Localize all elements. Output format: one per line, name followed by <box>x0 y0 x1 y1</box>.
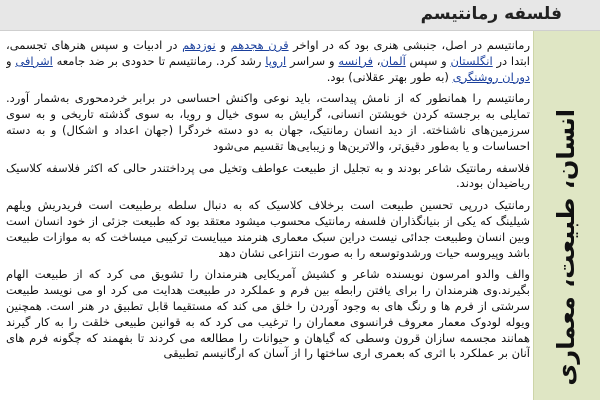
text-run: در ادبیات و سپس هنرهای تجسمی، ابتدا در <box>6 38 530 68</box>
paragraph-nature: رمانتیک دررپی تحسین طبیعت است برخلاف کلاسیک که به دنبال سلطه برطبیعت است فریدریش ویلهم شیلینگ که یکی از بنیانگذاران فلسفه رمانتیک محسوب میشود معتقد بود که طبیعت جزئی از خود انسان است وبین انسان وطبیعت جدائی نیست دراین سبک معماری هنرمند میبایست ترکیبی میساخت که به موازات طبیعت باشد وپیروسه حیات ورشدوتوسعه را به صورت انتزاعی نشان دهد <box>6 198 530 260</box>
link-enlightenment[interactable]: دوران روشنگری <box>452 69 530 84</box>
text-run: و <box>215 38 231 52</box>
article-body <box>6 38 530 400</box>
text-run: رشد کرد. رمانتیسم تا حدودی بر ضد جامعه <box>52 53 266 68</box>
link-aristocracy[interactable]: اشرافی <box>15 53 53 68</box>
link-europe[interactable]: اروپا <box>265 53 287 68</box>
link-19th-century[interactable]: نوزدهم <box>182 38 216 52</box>
text-run: و سپس <box>405 53 451 68</box>
text-run: و <box>6 53 16 68</box>
link-germany[interactable]: آلمان <box>380 53 406 68</box>
sidebar-panel <box>533 31 600 400</box>
page-title: فلسفه رمانتیسم <box>420 4 562 24</box>
paragraph-philosophers: فلاسفه رمانتیک شاعر بودند و به تجلیل از طبیعت عواطف وتخیل می پرداختندر حالی که اکثر فلاسفه کلاسیک ریاضیدان بودند. <box>6 160 530 191</box>
paragraph-reaction: رمانتیسم را همانطور که از نامش پیداست، باید نوعی واکنش احساسی در برابر خردمحوری به‌شمار آورد. تمایلی به برجسته کردن خویشتن انسانی، گرایش به سوی خیال و رویا، به سوی گذشته تاریخی و به سوی سرزمین‌های ناشناخته. از دید انسان رمانتیک، جهان به دو دسته خردگرا (جهان اعداد و اشکال) و به دسته احساسات و یا به‌طور دقیق‌تر، والاترین‌ها و زیبایی‌ها تقسیم می‌شود <box>6 91 530 153</box>
text-run: ، <box>372 53 381 68</box>
link-france[interactable]: فرانسه <box>338 53 373 68</box>
text-run: و سراسر <box>286 53 339 68</box>
text-run: رمانتیسم در اصل، جنبشی هنری بود که در اواخر <box>288 38 530 52</box>
text-run: (به طور بهتر عقلانی) بود. <box>326 69 453 84</box>
title-bar <box>0 0 600 31</box>
paragraph-intro <box>6 38 530 85</box>
link-18th-century[interactable]: قرن هجدهم <box>230 38 289 52</box>
sidebar-vertical-title: انسان، طبیعت، معماری <box>552 109 580 386</box>
paragraph-emerson: والف والدو امرسون نویسنده شاعر و کشیش آمریکایی هنرمندان را تشویق می کرد که از طبیعت الهام بگیرند.وی هنرمندان را برای یافتن رابطه بین فرم و عملکرد در طبیعت هدایت می کرد او می نویسد طبیعت سرشتی از فرم ها و رنگ های به وجود آوردن را خلق می کند که مستقیما قابل تطبیق در هنر است. همچنین ویوله لودوک معمار معروف فرانسوی معماران را ترغیب می کرد که به قوانین طبیعی خلقت را به کار گیرند همانند مجسمه سازان قرون وسطی که گیاهان و حیوانات را مطالعه می کردند تا بفهمند که چگونه فرم های آنان بر عملکرد با اثری که بعمری اری ساختها را از آسان که ارگانیسم تطبیقی <box>6 267 530 361</box>
link-england[interactable]: انگلستان <box>450 53 493 68</box>
